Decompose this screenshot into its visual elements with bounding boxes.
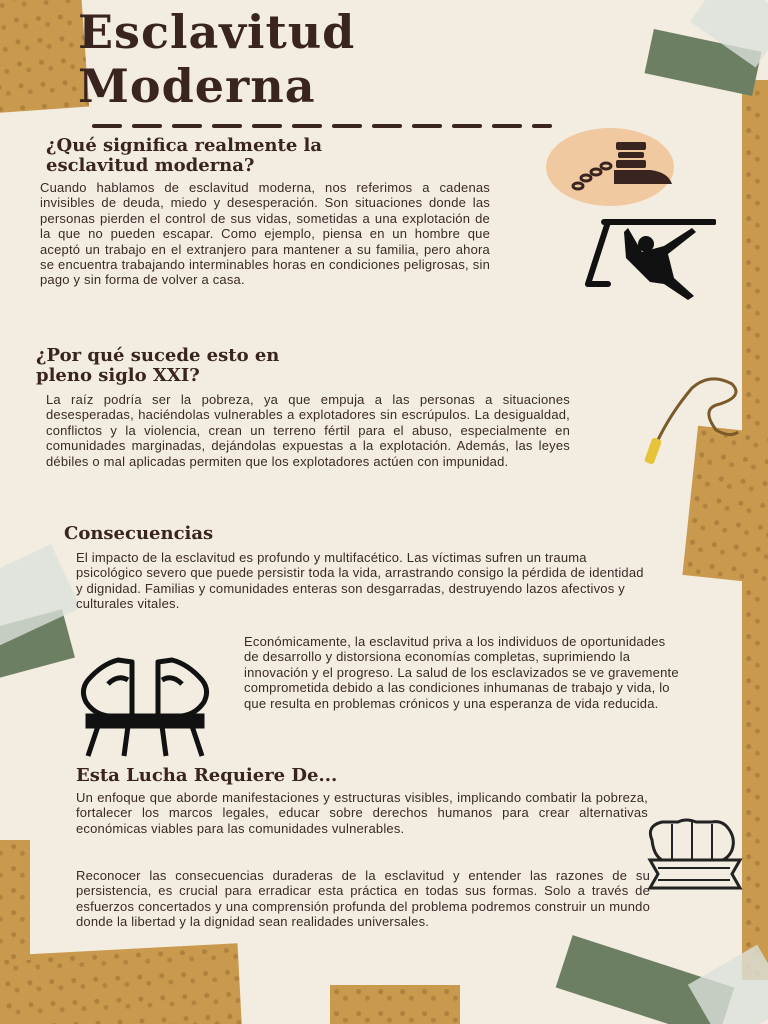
bound-fists-icon xyxy=(78,654,212,758)
whip-icon xyxy=(640,374,744,466)
body-consecuencias-2: Económicamente, la esclavitud priva a los individuos de oportunidades de desarrollo y distorsiona economías completas, suprimiendo la innovación y el progreso. La salud de los esclavizados se ve gravemente comprometida debido a las condiciones inhumanas de trabajo y vida, lo que resulta en problemas crónicos y una esperanza de vida reducida. xyxy=(244,634,679,711)
heading-why-it-happens: ¿Por qué sucede esto en pleno siglo XXI? xyxy=(36,345,280,386)
page-title xyxy=(78,5,355,113)
torn-paper-bottom-center xyxy=(330,985,460,1024)
struggling-person-icon xyxy=(584,218,716,302)
title-line-1: Esclavitud xyxy=(78,5,356,59)
body-consecuencias-1: El impacto de la esclavitud es profundo y multifacético. Las víctimas sufren un trauma psicológico severo que puede persistir toda la vida, arrastrando consigo la pérdida de identidad y dignidad. Familias y comunidades enteras son desgarradas, destruyendo lazos afectivos y culturales vitales. xyxy=(76,550,644,612)
torn-paper-left-lower xyxy=(0,840,30,960)
heading-consecuencias: Consecuencias xyxy=(64,523,214,544)
heading-esta-lucha: Esta Lucha Requiere De... xyxy=(76,765,338,786)
shackle-icon xyxy=(544,126,676,208)
heading-what-is-modern-slavery: ¿Qué significa realmente la esclavitud moderna? xyxy=(46,135,323,176)
body-esta-lucha-2: Reconocer las consecuencias duraderas de la esclavitud y entender las razones de su persistencia, es crucial para erradicar esta práctica en todas sus formas. Solo a través de esfuerzos concertados y una comprensión profunda del problema podremos construir un mundo donde la libertad y la dignidad sean realidades universales. xyxy=(76,868,650,930)
raised-fist-banner-icon xyxy=(642,816,746,902)
body-what-is-modern-slavery: Cuando hablamos de esclavitud moderna, nos referimos a cadenas invisibles de deuda, miedo y desesperación. Son situaciones donde las personas pierden el control de sus vidas, sometidas a una explotación de la que no pueden escapar. Como ejemplo, piensa en un hombre que aceptó un trabajo en el extranjero para mantener a su familia, pero ahora se encuentra trabajando interminables horas en condiciones peligrosas, sin pago y sin forma de volver a casa. xyxy=(40,180,490,288)
body-why-it-happens: La raíz podría ser la pobreza, ya que empuja a las personas a situaciones desesperadas, haciéndolas vulnerables a explotadores sin escrúpulos. La desigualdad, conflictos y la violencia, crean un terreno fértil para el abuso, especialmente en comunidades marginadas, dejándolas expuestas a la explotación. Además, las leyes débiles o mal aplicadas permiten que los explotadores actúen con impunidad. xyxy=(46,392,570,469)
torn-paper-bottom-left xyxy=(0,943,242,1024)
title-line-2: Moderna xyxy=(78,59,316,113)
body-esta-lucha-1: Un enfoque que aborde manifestaciones y estructuras visibles, implicando combatir la pobreza, fortalecer los marcos legales, educar sobre derechos humanos para crear alternativas económicas viables para las comunidades vulnerables. xyxy=(76,790,648,836)
title-dash-divider xyxy=(92,122,552,130)
torn-paper-top-left xyxy=(0,0,89,113)
